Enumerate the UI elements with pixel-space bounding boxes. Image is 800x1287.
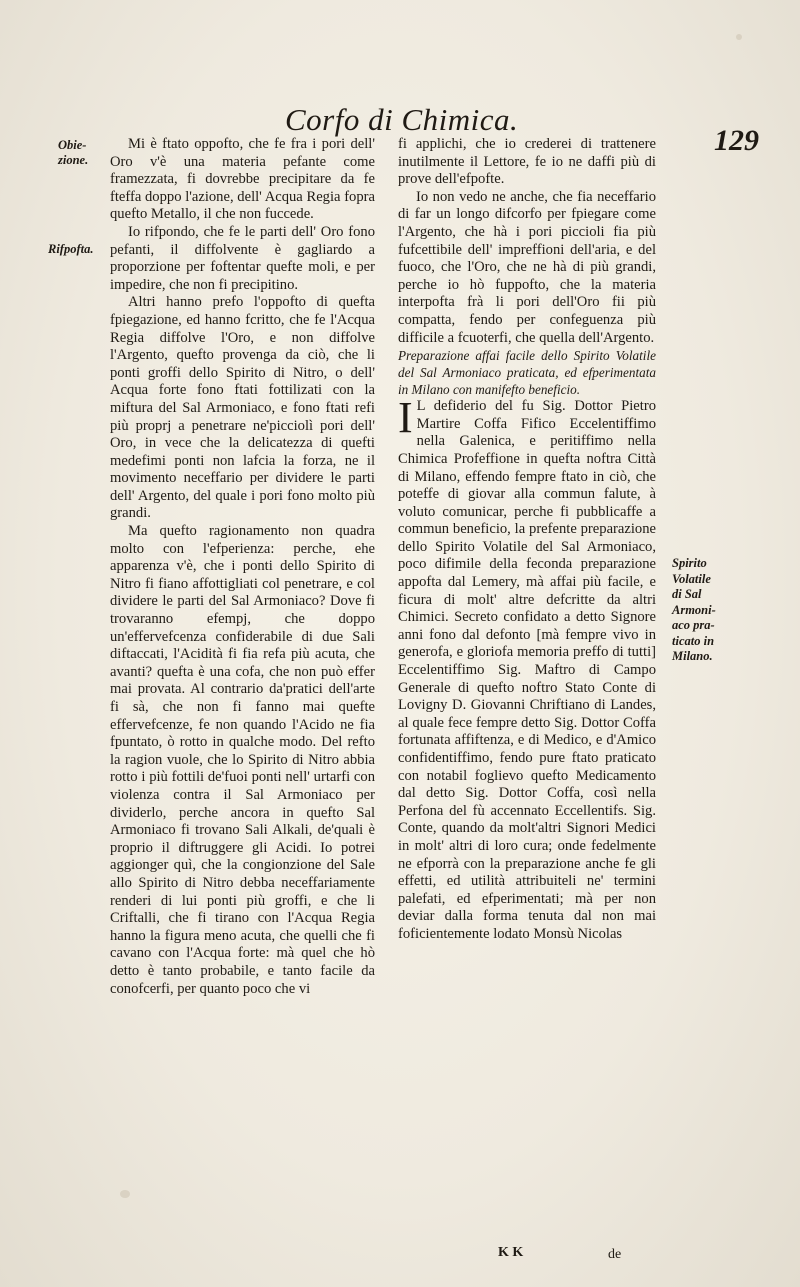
margin-note-obiezione: Obie- zione. (58, 138, 89, 167)
paragraph: Ma quefto ragionamento non quadra molto con l'efperienza: perche, ehe apparenza v'è, che i ponti dello Spirito di Nitro fi fiano affottigliati col penetrare, e col dividere le parti del Sal Armoniaco? Dove fi trovaranno efempj, che doppo un'effervefcenza confiderabile di due Sali diftaccati, l'Acidità fi fia refa più acuta, che avanti? quefta è una cofa, che non può effer mai provata. Al contrario da'pratici dell'arte fi sà, che non fi fanno mai quefte effervefcenze, fe non quando l'Acido ne fia fpuntato, ò rotto in qualche modo. Del refto la ragion vuole, che lo Spirito di Nitro abbia rotto i più fottili de'fuoi ponti nell' urtarfi con violenza contra il Sal Armoniaco per dividerlo, perche ancora in quefto Sal Armoniaco fi trovano Sali Alkali, de'quali è proprio il diftruggere gli Acidi. Io potrei aggionger quì, che la congionzione del Sale allo Spirito di Nitro debba neceffariamente renderi di lui ponti più groffi, e che li Criftalli, che fi tirano con l'Acqua Regia hanno la figura meno acuta, che quelli che fi cavano con l'Acqua forte: mà quel che hò detto è tanto probabile, e tanto facile da conofcerfi, per quanto poco che vi (110, 523, 375, 997)
page-number: 129 (714, 124, 759, 157)
signature-mark: K K (498, 1245, 524, 1260)
catchword: de (608, 1247, 622, 1262)
paragraph: Io non vedo ne anche, che fia neceffario di far un longo difcorfo per fpiegare come l'Argento, che hà i pori piccioli fia più fufcettibile dell' impreffioni dell'aria, e del fuoco, che l'Oro, che ne hà di più grandi, perche io hò fuppofto, che la materia interpofta frà li pori dell'Oro fii più compatta, fendo per confeguenza più difficile a fcuoterfi, che quella dell'Argento. (398, 188, 656, 346)
right-column (398, 136, 656, 944)
section-body-text: L defiderio del fu Sig. Dottor Pietro Martire Coffa Fifico Eccelentiffimo nella Galenica, e peritiffimo nella Chimica Profeffione in quefta noftra Città di Milano, effendo fempre ftato in ciò, che poteffe di giovar alla commun falute, à voluto comunicar, perche fi pubblicaffe a commun beneficio, la prefente preparazione dello Spirito Volatile del Sal Armoniaco, poco difimile della feconda preparazione appofta dal Lemery, mà affai più facile, e ficura di molt' altre defcritte da altri Chimici. Secreto confidato a detto Signore anni fono dal defonto [mà fempre vivo in generofa, e gloriofa memoria preffo di tutti] Eccelentiffimo Sig. Maftro di Campo Generale di quefto noftro Stato Conte di Lovigny D. Giovanni Chriftiano di Landes, al quale fece fempre detto Sig. Dottor Coffa fortunata affiftenza, e di Medico, e d'Amico confidentiffimo, fendo pure ftato praticato con notabil foglievo quefto Medicamento dal detto Sig. Dottor Coffa, così nella Perfona del fù accennato Eccellentifs. Sig. Conte, quando da molt'altri Signori Medici in molt' altri di loro cura; onde fedelmente ne efporrà con la preparazione anche fe gli effetti, ed utilità attribuiteli ne' termini palefati, ed efperimentati; mà per non deviar dalla forma tenuta dal non mai foficientemente lodato Monsù Nicolas (398, 398, 656, 942)
left-column (110, 136, 375, 998)
paragraph: Mi è ftato oppofto, che fe fra i pori dell' Oro v'è una materia pefante come framezzata, fi dovrebbe precipitare da fe fteffa doppo l'azione, dell' Acqua Regia fopra quefto Metallo, il che non fuccede. (110, 136, 375, 223)
paper-spot (120, 1190, 130, 1198)
section-body (398, 393, 656, 943)
margin-note-risposta: Rifpofta. (48, 242, 94, 256)
section-heading: Preparazione affai facile dello Spirito Volatile del Sal Armoniaco praticata, ed efperimentata in Milano con manifefto beneficio. (398, 348, 656, 398)
paper-spot (736, 34, 742, 40)
paragraph: Altri hanno prefo l'oppofto di quefta fpiegazione, ed hanno fcritto, che fe l'Acqua Regia diffolve l'Oro, e non diffolve l'Argento, quefto provenga da ciò, che li ponti groffi dello Spirito di Nitro, o dell' Acqua forte fono ftati fottilizati con la miftura del Sal Armoniaco, e fono ftati refi più proprj a penetrare ne'picciolì pori dell' Oro, in vece che la delicatezza di quefti medefimi ponti non lafcia la forza, ne il movimento neceffario per dividere le parti dell' Argento, del quale i pori fono molto più grandi. (110, 294, 375, 522)
running-title: Corfo di Chimica. (285, 102, 519, 137)
paragraph: Io rifpondo, che fe le parti dell' Oro fono pefanti, il diffolvente è gagliardo a proporzione per foftentar quefte moli, e per impedire, che non fi precipitino. (110, 223, 375, 293)
paragraph: fi applichi, che io crederei di trattenere inutilmente il Lettore, fe io ne daffi più di prove dell'efpofte. (398, 136, 656, 188)
drop-cap: I (398, 393, 413, 443)
margin-note-spirito-volatile: Spirito Volatile di Sal Armoni- aco pra- ticato in Milano. (672, 556, 716, 663)
